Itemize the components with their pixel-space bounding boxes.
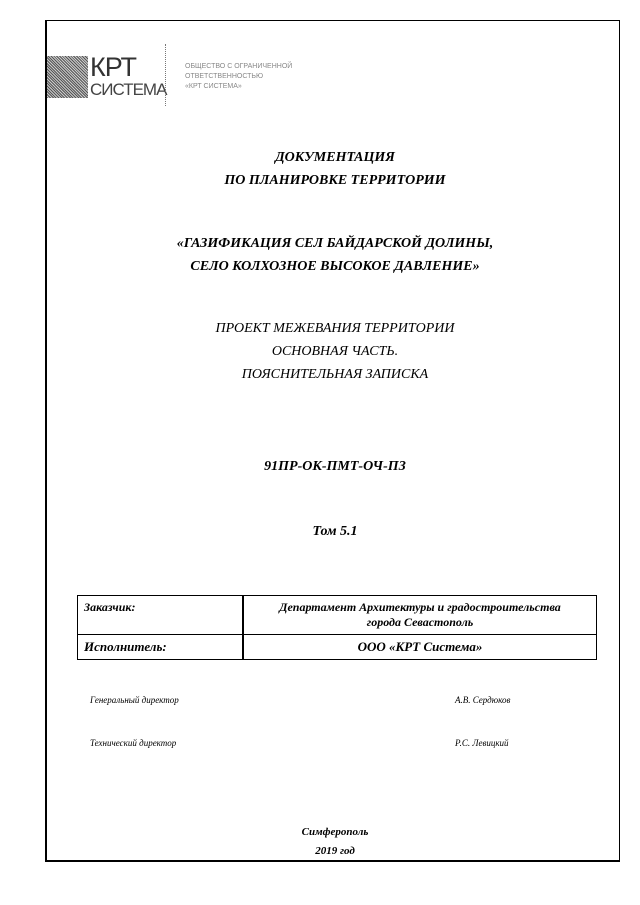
contractor-label: Исполнитель: — [78, 635, 244, 660]
project-name-2: СЕЛО КОЛХОЗНОЕ ВЫСОКОЕ ДАВЛЕНИЕ» — [190, 259, 480, 274]
page-frame — [45, 20, 620, 862]
section-3: ПОЯСНИТЕЛЬНАЯ ЗАПИСКА — [241, 367, 429, 382]
org-line: ОТВЕТСТВЕННОСТЬЮ — [185, 73, 264, 80]
customer-label: Заказчик: — [78, 596, 244, 635]
customer-value — [243, 596, 597, 635]
value-line: города Севастополь — [366, 615, 474, 629]
signature-role: Генеральный директор — [90, 695, 179, 705]
doc-title-1: ДОКУМЕНТАЦИЯ — [275, 150, 395, 165]
footer-city: Симферополь — [301, 826, 369, 838]
org-line: «КРТ СИСТЕМА» — [185, 83, 242, 90]
signature-name: А.В. Сердюков — [455, 695, 511, 705]
doc-title-2: ПО ПЛАНИРОВКЕ ТЕРРИТОРИИ — [224, 173, 446, 188]
logo-name-bottom: СИСТЕМА — [90, 80, 167, 99]
footer-year: 2019 год — [315, 845, 355, 857]
signature-role: Технический директор — [90, 738, 177, 748]
logo-mark — [47, 56, 88, 98]
org-line: ОБЩЕСТВО С ОГРАНИЧЕННОЙ — [185, 63, 293, 70]
volume-number: Том 5.1 — [312, 524, 358, 539]
logo-org-text — [185, 62, 292, 92]
contractor-value: ООО «КРТ Система» — [243, 635, 597, 660]
document-code: 91ПР-ОК-ПМТ-ОЧ-ПЗ — [264, 459, 406, 474]
logo-divider — [165, 44, 166, 106]
logo-name-top: КРТ — [90, 52, 137, 82]
table-row — [78, 596, 597, 635]
table-row — [78, 635, 597, 660]
value-line: Департамент Архитектуры и градостроительства — [279, 600, 561, 614]
project-name-1: «ГАЗИФИКАЦИЯ СЕЛ БАЙДАРСКОЙ ДОЛИНЫ, — [176, 236, 494, 251]
section-2: ОСНОВНАЯ ЧАСТЬ. — [271, 344, 399, 359]
section-1: ПРОЕКТ МЕЖЕВАНИЯ ТЕРРИТОРИИ — [215, 321, 455, 336]
signature-name: Р.С. Левицкий — [455, 738, 509, 748]
parties-table — [77, 595, 597, 660]
